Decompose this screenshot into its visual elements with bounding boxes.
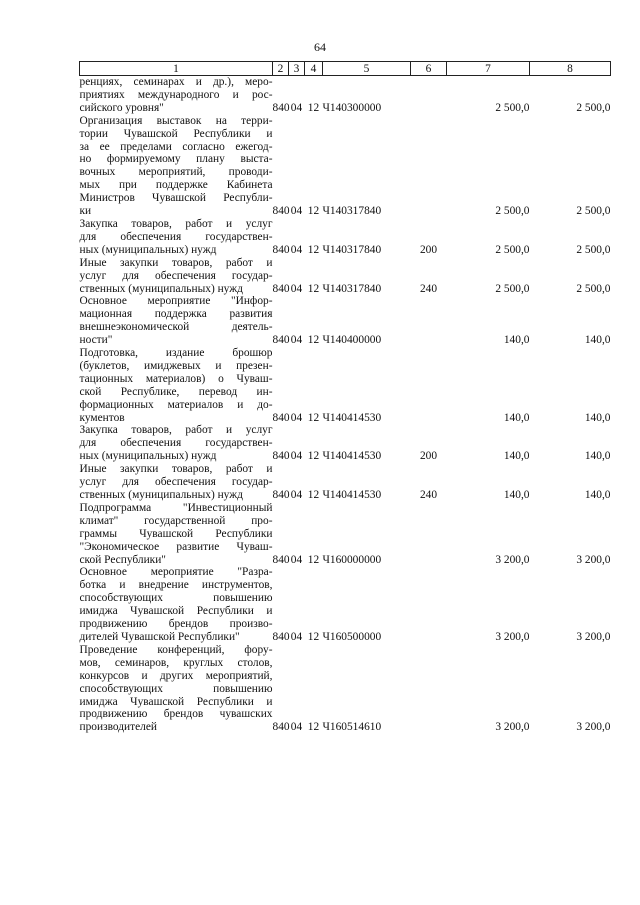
ministry-code-cell: 840 — [272, 721, 290, 734]
row-name-line: Подпрограмма "Инвестиционный — [79, 501, 273, 514]
target-article-cell: Ч140414530 — [322, 411, 382, 424]
row-name-line: приятиях международного и рос- — [79, 88, 273, 101]
target-article-cell: Ч140414530 — [322, 489, 382, 501]
row-name-cell — [80, 644, 273, 734]
header-cell: 3 — [289, 62, 305, 76]
row-name-line: ботка и внедрение инструментов, — [79, 579, 273, 592]
expense-type-cell — [411, 502, 447, 567]
subsection-code-cell: 12 — [307, 334, 320, 347]
header-cell: 7 — [447, 62, 530, 76]
target-article-cell: Ч140300000 — [322, 101, 382, 114]
expense-type-cell — [411, 644, 447, 734]
subsection-code-cell: 12 — [307, 721, 320, 734]
target-article-cell: Ч140317840 — [322, 243, 382, 256]
amount-year1-cell: 140,0 — [503, 334, 530, 347]
amount-year2-cell: 3 200,0 — [576, 630, 611, 643]
row-name-line: ственных (муниципальных) нужд — [79, 489, 243, 501]
table-row — [80, 502, 611, 567]
row-name-line: Организация выставок на терри- — [79, 114, 273, 127]
subsection-code-cell: 12 — [307, 282, 320, 295]
row-name-line: Министров Чувашской Республи- — [79, 192, 273, 205]
row-name-line: ки — [79, 205, 92, 218]
row-name-line: мационная поддержка развития — [79, 308, 273, 321]
amount-year1-cell: 3 200,0 — [495, 721, 530, 734]
table-body — [80, 76, 611, 735]
table-row — [80, 566, 611, 643]
row-name-line: конкурсов и других мероприятий, — [79, 669, 273, 682]
table-row — [80, 347, 611, 424]
row-name-cell — [80, 76, 273, 115]
row-name-line: сийского уровня" — [79, 101, 164, 114]
row-name-line: ных (муниципальных) нужд — [79, 243, 217, 256]
amount-year1-cell: 2 500,0 — [495, 205, 530, 218]
row-name-line: мых при поддержке Кабинета — [79, 179, 273, 192]
amount-year1-cell: 140,0 — [503, 411, 530, 424]
section-code-cell: 04 — [290, 411, 303, 424]
table-row — [80, 76, 611, 115]
expense-type-cell: 240 — [419, 489, 438, 501]
table-row — [80, 295, 611, 347]
row-name-line: для обеспечения государствен- — [79, 230, 273, 243]
ministry-code-cell: 840 — [272, 553, 290, 566]
row-name-line: кументов — [79, 411, 125, 424]
row-name-line: "Экономическое развитие Чуваш- — [79, 540, 273, 553]
amount-year2-cell: 2 500,0 — [576, 205, 611, 218]
amount-year1-cell: 2 500,0 — [495, 243, 530, 256]
row-name-cell — [80, 424, 273, 463]
row-name-line: за ее пределами согласно ежегод- — [79, 140, 273, 153]
table-row — [80, 463, 611, 502]
target-article-cell: Ч140400000 — [322, 334, 382, 347]
table-row — [80, 424, 611, 463]
row-name-line: услуг для обеспечения государ- — [79, 269, 273, 282]
header-cell: 4 — [305, 62, 323, 76]
row-name-cell — [80, 115, 273, 218]
amount-year1-cell: 2 500,0 — [495, 282, 530, 295]
subsection-code-cell: 12 — [307, 489, 320, 501]
ministry-code-cell: 840 — [272, 282, 290, 295]
row-name-cell — [80, 463, 273, 502]
row-name-line: (буклетов, имиджевых и презен- — [79, 359, 273, 372]
target-article-cell: Ч160000000 — [322, 553, 382, 566]
amount-year1-cell: 3 200,0 — [495, 630, 530, 643]
expense-type-cell — [411, 76, 447, 115]
subsection-code-cell: 12 — [307, 450, 320, 463]
page-number: 64 — [314, 40, 326, 54]
amount-year2-cell: 3 200,0 — [576, 553, 611, 566]
section-code-cell: 04 — [290, 450, 303, 463]
row-name-line: ской Республике, перевод ин- — [79, 385, 273, 398]
row-name-line: для обеспечения государствен- — [79, 437, 273, 450]
amount-year1-cell: 140,0 — [503, 489, 530, 501]
target-article-cell: Ч160500000 — [322, 630, 382, 643]
target-article-cell: Ч140414530 — [322, 450, 382, 463]
row-name-line: Иные закупки товаров, работ и — [79, 463, 273, 476]
target-article-cell: Ч140317840 — [322, 282, 382, 295]
section-code-cell: 04 — [290, 334, 303, 347]
ministry-code-cell: 840 — [272, 205, 290, 218]
row-name-line: тационных материалов) о Чуваш- — [79, 372, 273, 385]
row-name-line: способствующих повышению — [79, 682, 273, 695]
amount-year2-cell: 140,0 — [584, 411, 611, 424]
row-name-line: Проведение конференций, фору- — [79, 643, 273, 656]
expense-type-cell — [411, 566, 447, 643]
expense-type-cell — [411, 295, 447, 347]
row-name-cell — [80, 218, 273, 257]
section-code-cell: 04 — [290, 101, 303, 114]
row-name-cell — [80, 257, 273, 296]
row-name-line: Закупка товаров, работ и услуг — [79, 217, 273, 230]
row-name-line: Подготовка, издание брошюр — [79, 347, 273, 360]
table-row — [80, 644, 611, 734]
table-row — [80, 218, 611, 257]
amount-year1-cell: 2 500,0 — [495, 101, 530, 114]
amount-year2-cell: 2 500,0 — [576, 101, 611, 114]
row-name-line: тории Чувашской Республики и — [79, 127, 273, 140]
amount-year2-cell: 3 200,0 — [576, 721, 611, 734]
target-article-cell: Ч140317840 — [322, 205, 382, 218]
row-name-cell — [80, 295, 273, 347]
row-name-cell — [80, 347, 273, 424]
ministry-code-cell: 840 — [272, 243, 290, 256]
header-cell: 2 — [273, 62, 289, 76]
row-name-line: ренциях, семинарах и др.), меро- — [79, 76, 273, 88]
expense-type-cell: 200 — [419, 243, 438, 256]
row-name-line: климат" государственной про- — [79, 514, 273, 527]
subsection-code-cell: 12 — [307, 205, 320, 218]
amount-year1-cell: 3 200,0 — [495, 553, 530, 566]
row-name-line: имиджа Чувашской Республики и — [79, 605, 273, 618]
row-name-line: ных (муниципальных) нужд — [79, 450, 217, 463]
section-code-cell: 04 — [290, 243, 303, 256]
subsection-code-cell: 12 — [307, 243, 320, 256]
ministry-code-cell: 840 — [272, 411, 290, 424]
row-name-line: ской Республики" — [79, 553, 166, 566]
budget-table — [79, 61, 611, 734]
amount-year1-cell: 140,0 — [503, 450, 530, 463]
amount-year2-cell: 140,0 — [584, 450, 611, 463]
row-name-line: услуг для обеспечения государ- — [79, 476, 273, 489]
ministry-code-cell: 840 — [272, 101, 290, 114]
target-article-cell: Ч160514610 — [322, 721, 382, 734]
section-code-cell: 04 — [290, 282, 303, 295]
expense-type-cell: 200 — [419, 450, 438, 463]
row-name-line: Иные закупки товаров, работ и — [79, 256, 273, 269]
header-cell: 1 — [80, 62, 273, 76]
subsection-code-cell: 12 — [307, 101, 320, 114]
row-name-line: граммы Чувашской Республики — [79, 527, 273, 540]
section-code-cell: 04 — [290, 205, 303, 218]
row-name-line: производителей — [79, 721, 158, 734]
row-name-line: внешнеэкономической деятель- — [79, 321, 273, 334]
row-name-cell — [80, 502, 273, 567]
row-name-line: но формируемому плану выста- — [79, 153, 273, 166]
row-name-line: Закупка товаров, работ и услуг — [79, 424, 273, 437]
row-name-line: формационных материалов и до- — [79, 398, 273, 411]
table-row — [80, 257, 611, 296]
expense-type-cell — [411, 115, 447, 218]
subsection-code-cell: 12 — [307, 553, 320, 566]
row-name-line: дителей Чувашской Республики" — [79, 630, 240, 643]
ministry-code-cell: 840 — [272, 489, 290, 501]
ministry-code-cell: 840 — [272, 630, 290, 643]
ministry-code-cell: 840 — [272, 334, 290, 347]
header-cell: 6 — [411, 62, 447, 76]
row-name-line: ности" — [79, 334, 113, 347]
subsection-code-cell: 12 — [307, 411, 320, 424]
row-name-line: продвижению брендов произво- — [79, 618, 273, 631]
row-name-line: продвижению брендов чувашских — [79, 708, 273, 721]
subsection-code-cell: 12 — [307, 630, 320, 643]
ministry-code-cell: 840 — [272, 450, 290, 463]
row-name-line: вочных мероприятий, проводи- — [79, 166, 273, 179]
row-name-line: ственных (муниципальных) нужд — [79, 282, 243, 295]
row-name-line: Основное мероприятие "Инфор- — [79, 295, 273, 308]
amount-year2-cell: 140,0 — [584, 489, 611, 501]
row-name-line: Основное мероприятие "Разра- — [79, 566, 273, 579]
header-cell: 8 — [530, 62, 611, 76]
header-cell: 5 — [323, 62, 411, 76]
section-code-cell: 04 — [290, 630, 303, 643]
amount-year2-cell: 140,0 — [584, 334, 611, 347]
row-name-line: способствующих повышению — [79, 592, 273, 605]
expense-type-cell — [411, 347, 447, 424]
table-row — [80, 115, 611, 218]
expense-type-cell: 240 — [419, 282, 438, 295]
section-code-cell: 04 — [290, 721, 303, 734]
header-row — [80, 62, 611, 76]
row-name-line: имиджа Чувашской Республики и — [79, 695, 273, 708]
amount-year2-cell: 2 500,0 — [576, 282, 611, 295]
section-code-cell: 04 — [290, 489, 303, 501]
section-code-cell: 04 — [290, 553, 303, 566]
amount-year2-cell: 2 500,0 — [576, 243, 611, 256]
row-name-line: мов, семинаров, круглых столов, — [79, 656, 273, 669]
row-name-cell — [80, 566, 273, 643]
